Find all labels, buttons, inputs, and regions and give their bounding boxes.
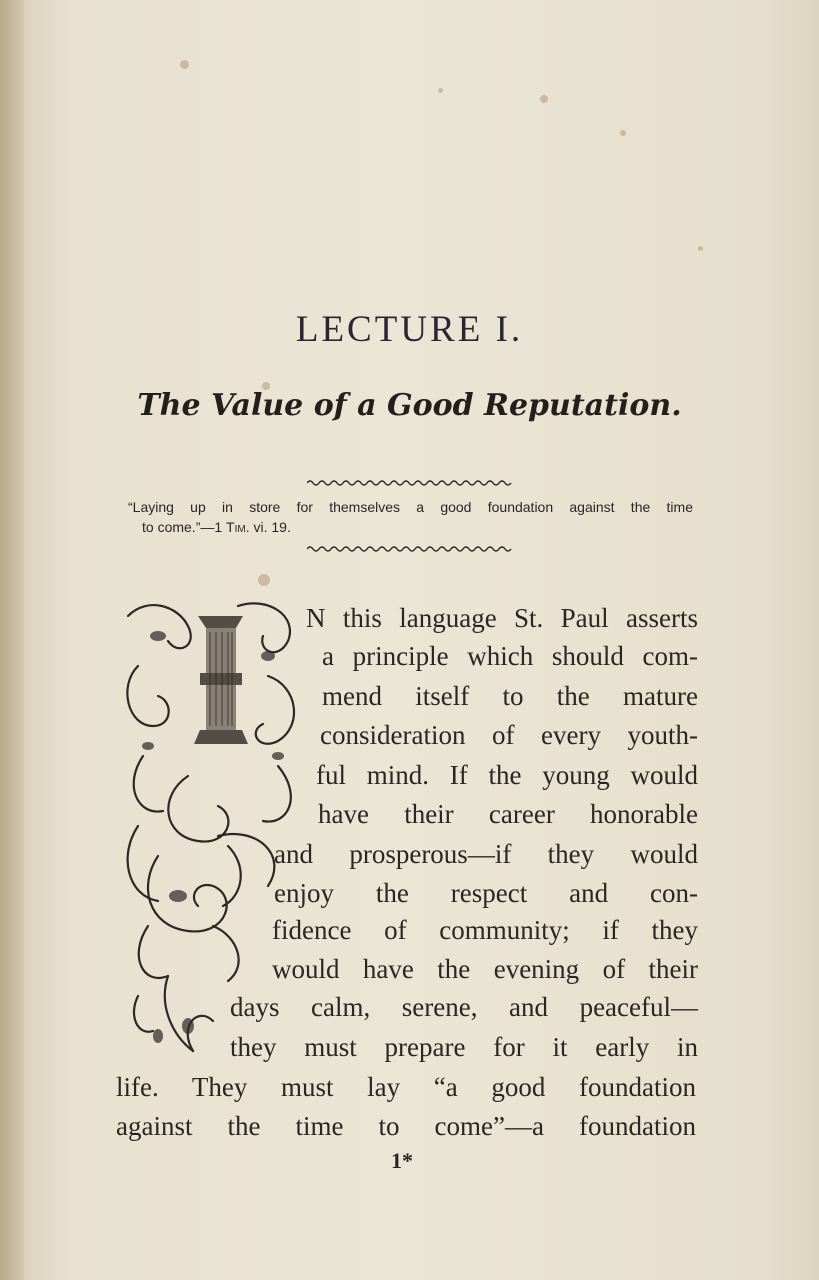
body-line-14: against the time to come”—a foundation [116,1111,696,1141]
epigraph [128,497,693,537]
body-line-8: enjoy the respect and con- [274,878,698,908]
lecture-title: LECTURE I. [295,309,524,350]
body-line-13: life. They must lay “a good foundation [116,1072,696,1102]
body-line-5: ful mind. If the young would [316,760,698,790]
foxing-spot [620,130,626,136]
epigraph-line-2 [128,517,693,537]
epigraph-verse: vi. 19. [249,519,291,535]
wavy-rule-bottom [307,544,515,554]
body-line-9: fidence of community; if they [272,915,698,945]
body-line-12: they must prepare for it early in [230,1032,698,1062]
body-line-1: N this language St. Paul asserts [306,603,698,633]
page-folio: 1* [391,1148,413,1173]
body-line-3: mend itself to the mature [322,681,698,711]
body-line-6: have their career honorable [318,799,698,829]
body-line-7: and prosperous—if they would [274,839,698,869]
foxing-spot [540,95,548,103]
foxing-spot [438,88,443,93]
book-spine-shadow [0,0,24,1280]
epigraph-text: to come.”—1 [142,519,227,535]
epigraph-line-1: “Laying up in store for themselves a good foundation against the time [128,499,693,515]
lecture-subtitle: The Value of a Good Reputation. [137,388,682,423]
foxing-spot [180,60,189,69]
foxing-spot [698,246,703,251]
body-line-4: consideration of every youth- [320,720,698,750]
body-line-2: a principle which should com- [322,641,698,671]
foxing-spot [258,574,270,586]
wavy-rule-top [307,478,515,488]
body-line-10: would have the evening of their [272,954,698,984]
epigraph-reference: Tim. [226,519,250,535]
body-line-11: days calm, serene, and peaceful— [230,992,698,1022]
